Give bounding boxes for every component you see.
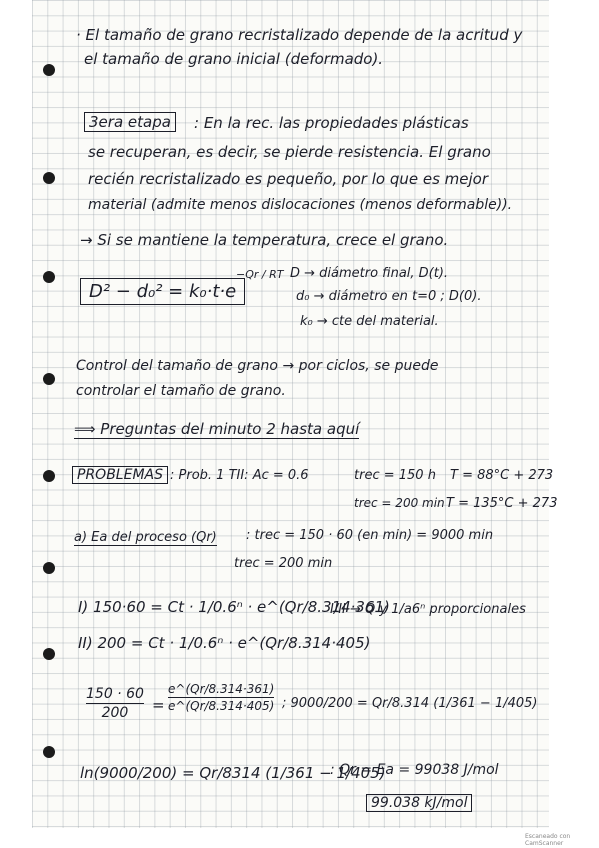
binder-hole — [43, 746, 55, 758]
note-line: → Si se mantiene la temperatura, crece el grano. — [80, 231, 449, 249]
binder-hole — [43, 271, 55, 283]
binder-hole — [43, 64, 55, 76]
problem-trec-1: trec = 150 h — [354, 468, 436, 483]
note-line: recién recristalizado es pequeño, por lo que es mejor — [88, 170, 489, 188]
binder-hole — [43, 562, 55, 574]
equals-sign: = — [152, 696, 165, 714]
definition-line: k₀ → cte del material. — [300, 314, 439, 329]
definition-line: d₀ → diámetro en t=0 ; D(0). — [296, 289, 482, 304]
problem-temp-2: T = 135°C + 273 — [446, 496, 558, 511]
fraction-middle — [168, 682, 274, 713]
fraction-denominator: e^(Qr/8.314·405) — [168, 699, 275, 713]
note-line: : En la rec. las propiedades plásticas — [194, 114, 469, 132]
note-line: el tamaño de grano inicial (deformado). — [84, 50, 384, 68]
part-a-line: : trec = 150 · 60 (en min) = 9000 min — [246, 528, 494, 543]
fraction-bar — [168, 697, 274, 698]
grain-growth-formula: D² − d₀² = k₀·t·e — [80, 278, 245, 305]
binder-hole — [43, 373, 55, 385]
fraction-bar — [86, 703, 144, 704]
problems-label: PROBLEMAS — [72, 466, 168, 484]
simplified-equation: ; 9000/200 = Qr/8.314 (1/361 − 1/405) — [282, 696, 538, 711]
fraction-left — [86, 686, 144, 721]
binder-hole — [43, 470, 55, 482]
note-line: material (admite menos dislocaciones (menos deformable)). — [88, 197, 513, 213]
problem-trec-2: trec = 200 min — [354, 496, 445, 510]
note-line: controlar el tamaño de grano. — [76, 383, 286, 399]
fraction-numerator: e^(Qr/8.314·361) — [168, 682, 275, 696]
log-equation: ln(9000/200) = Qr/8314 (1/361 − 1/405) — [80, 764, 386, 782]
ratio-note: I/II → Q y 1/a6ⁿ proporcionales — [330, 602, 526, 617]
scanner-watermark: Escaneado con CamScanner — [525, 833, 571, 847]
result-energy: : Qr = Ea = 99038 J/mol — [330, 762, 499, 778]
part-a-heading: a) Ea del proceso (Qr) — [74, 530, 217, 545]
note-line: Control del tamaño de grano → por ciclos, se puede — [76, 358, 439, 374]
note-line: se recuperan, es decir, se pierde resistencia. El grano — [88, 143, 491, 161]
formula-exponent: −Qr / RT — [236, 268, 284, 281]
binder-hole — [43, 648, 55, 660]
fraction-denominator: 200 — [101, 705, 129, 721]
fraction-numerator: 150 · 60 — [86, 686, 144, 702]
questions-heading: ⟹ Preguntas del minuto 2 hasta aquí — [74, 420, 360, 438]
part-a-line: trec = 200 min — [234, 556, 333, 571]
note-line: · El tamaño de grano recristalizado depende de la acritud y — [76, 26, 523, 44]
problem-temp-1: T = 88°C + 273 — [450, 468, 554, 483]
final-result-box: 99.038 kJ/mol — [366, 794, 472, 812]
equation-I: I) 150·60 = Ct · 1/0.6ⁿ · e^(Qr/8.314·361) — [78, 598, 390, 616]
definition-line: D → diámetro final, D(t). — [290, 266, 449, 281]
equation-II: II) 200 = Ct · 1/0.6ⁿ · e^(Qr/8.314·405) — [78, 634, 371, 652]
problem-statement: : Prob. 1 TII: Ac = 0.6 — [170, 468, 309, 483]
binder-hole — [43, 172, 55, 184]
stage-label-box: 3era etapa — [84, 112, 176, 132]
